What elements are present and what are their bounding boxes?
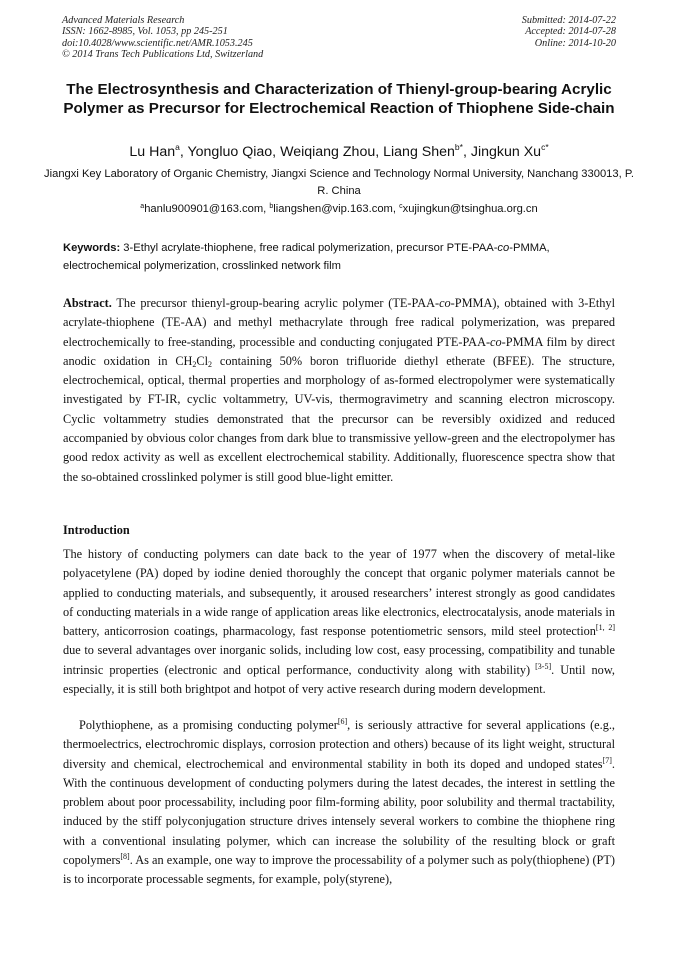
email-separator: , (263, 203, 270, 215)
abstract-subscript: 2 (192, 359, 197, 369)
email-mark: c (399, 203, 403, 210)
paragraph-text: . Until now, especially, it is still both brightpot and hotpot of very active research during modern development. (63, 662, 615, 697)
journal-doi: doi:10.4028/www.scientific.net/AMR.1053.245 (62, 37, 253, 49)
citation-ref: [6] (337, 717, 348, 726)
abstract-text: -PMMA), obtained with 3-Ethyl acrylate-thiophene (TE-AA) and methyl methacrylate through free radical polymerization, was prepared electrochemically to free-standing, processible and conducting conjugated PTE-PAA- (63, 296, 615, 349)
keywords-label: Keywords: (63, 242, 121, 254)
author-name: Jingkun Xu (470, 144, 542, 160)
author-separator: , (272, 144, 281, 160)
author-name: Liang Shen (383, 144, 455, 160)
journal-issn: ISSN: 1662-8985, Vol. 1053, pp 245-251 (62, 26, 228, 38)
abstract-text: Cl (196, 353, 209, 368)
abstract-text: -PMMA film by direct anodic oxidation in CH (63, 334, 615, 368)
author-affiliation-mark: b* (454, 142, 463, 152)
paragraph-text: Polythiophene, as a promising conducting polymer (79, 718, 338, 732)
abstract-text: The precursor thienyl-group-bearing acrylic polymer (TE-PAA- (111, 296, 440, 310)
citation-ref: [8] (120, 852, 130, 862)
dates-header (522, 15, 616, 49)
email-address: liangshen@vip.163.com (273, 203, 393, 215)
abstract (63, 294, 615, 487)
author-name: Yongluo Qiao (187, 144, 273, 160)
abstract-subscript: 2 (208, 359, 213, 369)
paragraph-text: , is seriously attractive for several applications (e.g., thermoelectrics, electrochromic displays, corrosion protection and others) because of its light weight, structural diversity and chemical, electrochemical and environmental stability in both its doped and undoped states (63, 718, 615, 771)
keywords-text: 3-Ethyl acrylate-thiophene, free radical polymerization, precursor PTE-PAA- (120, 242, 498, 254)
author-name: Weiqiang Zhou (280, 144, 376, 160)
paragraph-text: . As an example, one way to improve the processability of a polymer such as poly(thiophene) (PT) is to incorporate processable segments, for example, poly(styrene), (63, 853, 615, 887)
email-list (40, 202, 638, 216)
citation-ref: [1, 2] (595, 623, 615, 633)
abstract-text: containing 50% boron trifluoride diethyl etherate (BFEE). The structure, electrochemical, optical, thermal properties and morphology of as-formed electropolymer were systematically investigated by FT-IR, cyclic voltammetry, UV-vis, thermogravimetry and scanning electron microscopy. Cyclic voltammetry studies demonstrated that the precursor can be reversibly oxidized and reduced accompanied by obvious color changes from dark blue to transmissive yellow-green and the electropolymer has good redox activity as well as excellent electrochemical stability. Additionally, fluorescence spectra show that the so-obtained crosslinked polymer is still good blue-light emitter. (63, 353, 615, 484)
citation-ref: [7] (602, 755, 612, 765)
paragraph-text: The history of conducting polymers can date back to the year of 1977 when the discovery of metal-like polyacetylene (PA) doped by iodine denied thoroughly the concept that organic polymer materials cannot be applied to conducting materials, and subsequently, it aroused researchers’ interest strongly as good candidates of conducting materials in a wide range of application areas like electronics, electrocatalysis, anode materials in battery, anticorrosion coatings, pharmacology, fast response potentiometric sensors, mild steel protection (63, 547, 615, 639)
intro-paragraph-2 (63, 716, 615, 890)
paragraph-text: . With the continuous development of conducting polymers during the latest decades, the interest in settling the problem about poor processability, including poor film-forming ability, poor solubility and thermal tractability, induced by the stiff polyconjugation structure drives intensely several workers to combine the thiophene ring with a conventional insulating polymer, which can increase the solubility of the resulting block or graft copolymers (63, 756, 615, 868)
abstract-label: Abstract. (63, 296, 112, 310)
abstract-co: co (439, 296, 451, 310)
keywords-co: co (497, 242, 510, 254)
author-separator: , (462, 144, 471, 160)
paragraph-text: due to several advantages over inorganic solids, including low cost, easy processing, compatibility and tunable intrinsic properties (electronic and optical performance, conductivity along with stability) (63, 643, 615, 677)
author-list (40, 143, 638, 161)
author-separator: , (179, 144, 188, 160)
email-mark: a (140, 203, 145, 210)
abstract-co: co (490, 334, 502, 349)
author-name: Lu Han (129, 144, 176, 160)
journal-copyright: © 2014 Trans Tech Publications Ltd, Switzerland (62, 49, 264, 61)
email-address: xujingkun@tsinghua.org.cn (402, 203, 538, 215)
citation-ref: [3-5] (530, 661, 552, 671)
author-affiliation-mark: a (175, 142, 180, 152)
section-heading-introduction: Introduction (63, 523, 130, 537)
keywords (63, 239, 615, 275)
accepted-date: Accepted: 2014-07-28 (525, 26, 616, 38)
intro-paragraph-1 (63, 545, 615, 699)
affiliation: Jiangxi Key Laboratory of Organic Chemistry, Jiangxi Science and Technology Normal University, Nanchang 330013, P. R. China (44, 168, 634, 197)
author-separator: , (375, 144, 384, 160)
email-separator: , (392, 203, 400, 215)
keywords-text: -PMMA, electrochemical polymerization, crosslinked network film (63, 242, 550, 272)
email-address: hanlu900901@163.com (144, 203, 264, 215)
author-affiliation-mark: c* (541, 142, 549, 152)
journal-name: Advanced Materials Research (62, 15, 185, 26)
paper-title: The Electrosynthesis and Characterization of Thienyl-group-bearing Acrylic Polymer as Precursor for Electrochemical Reaction of Thiophene Side-chain (63, 81, 615, 117)
submitted-date: Submitted: 2014-07-22 (521, 15, 616, 26)
online-date: Online: 2014-10-20 (534, 37, 616, 49)
email-mark: b (269, 203, 274, 210)
journal-header (62, 15, 263, 61)
